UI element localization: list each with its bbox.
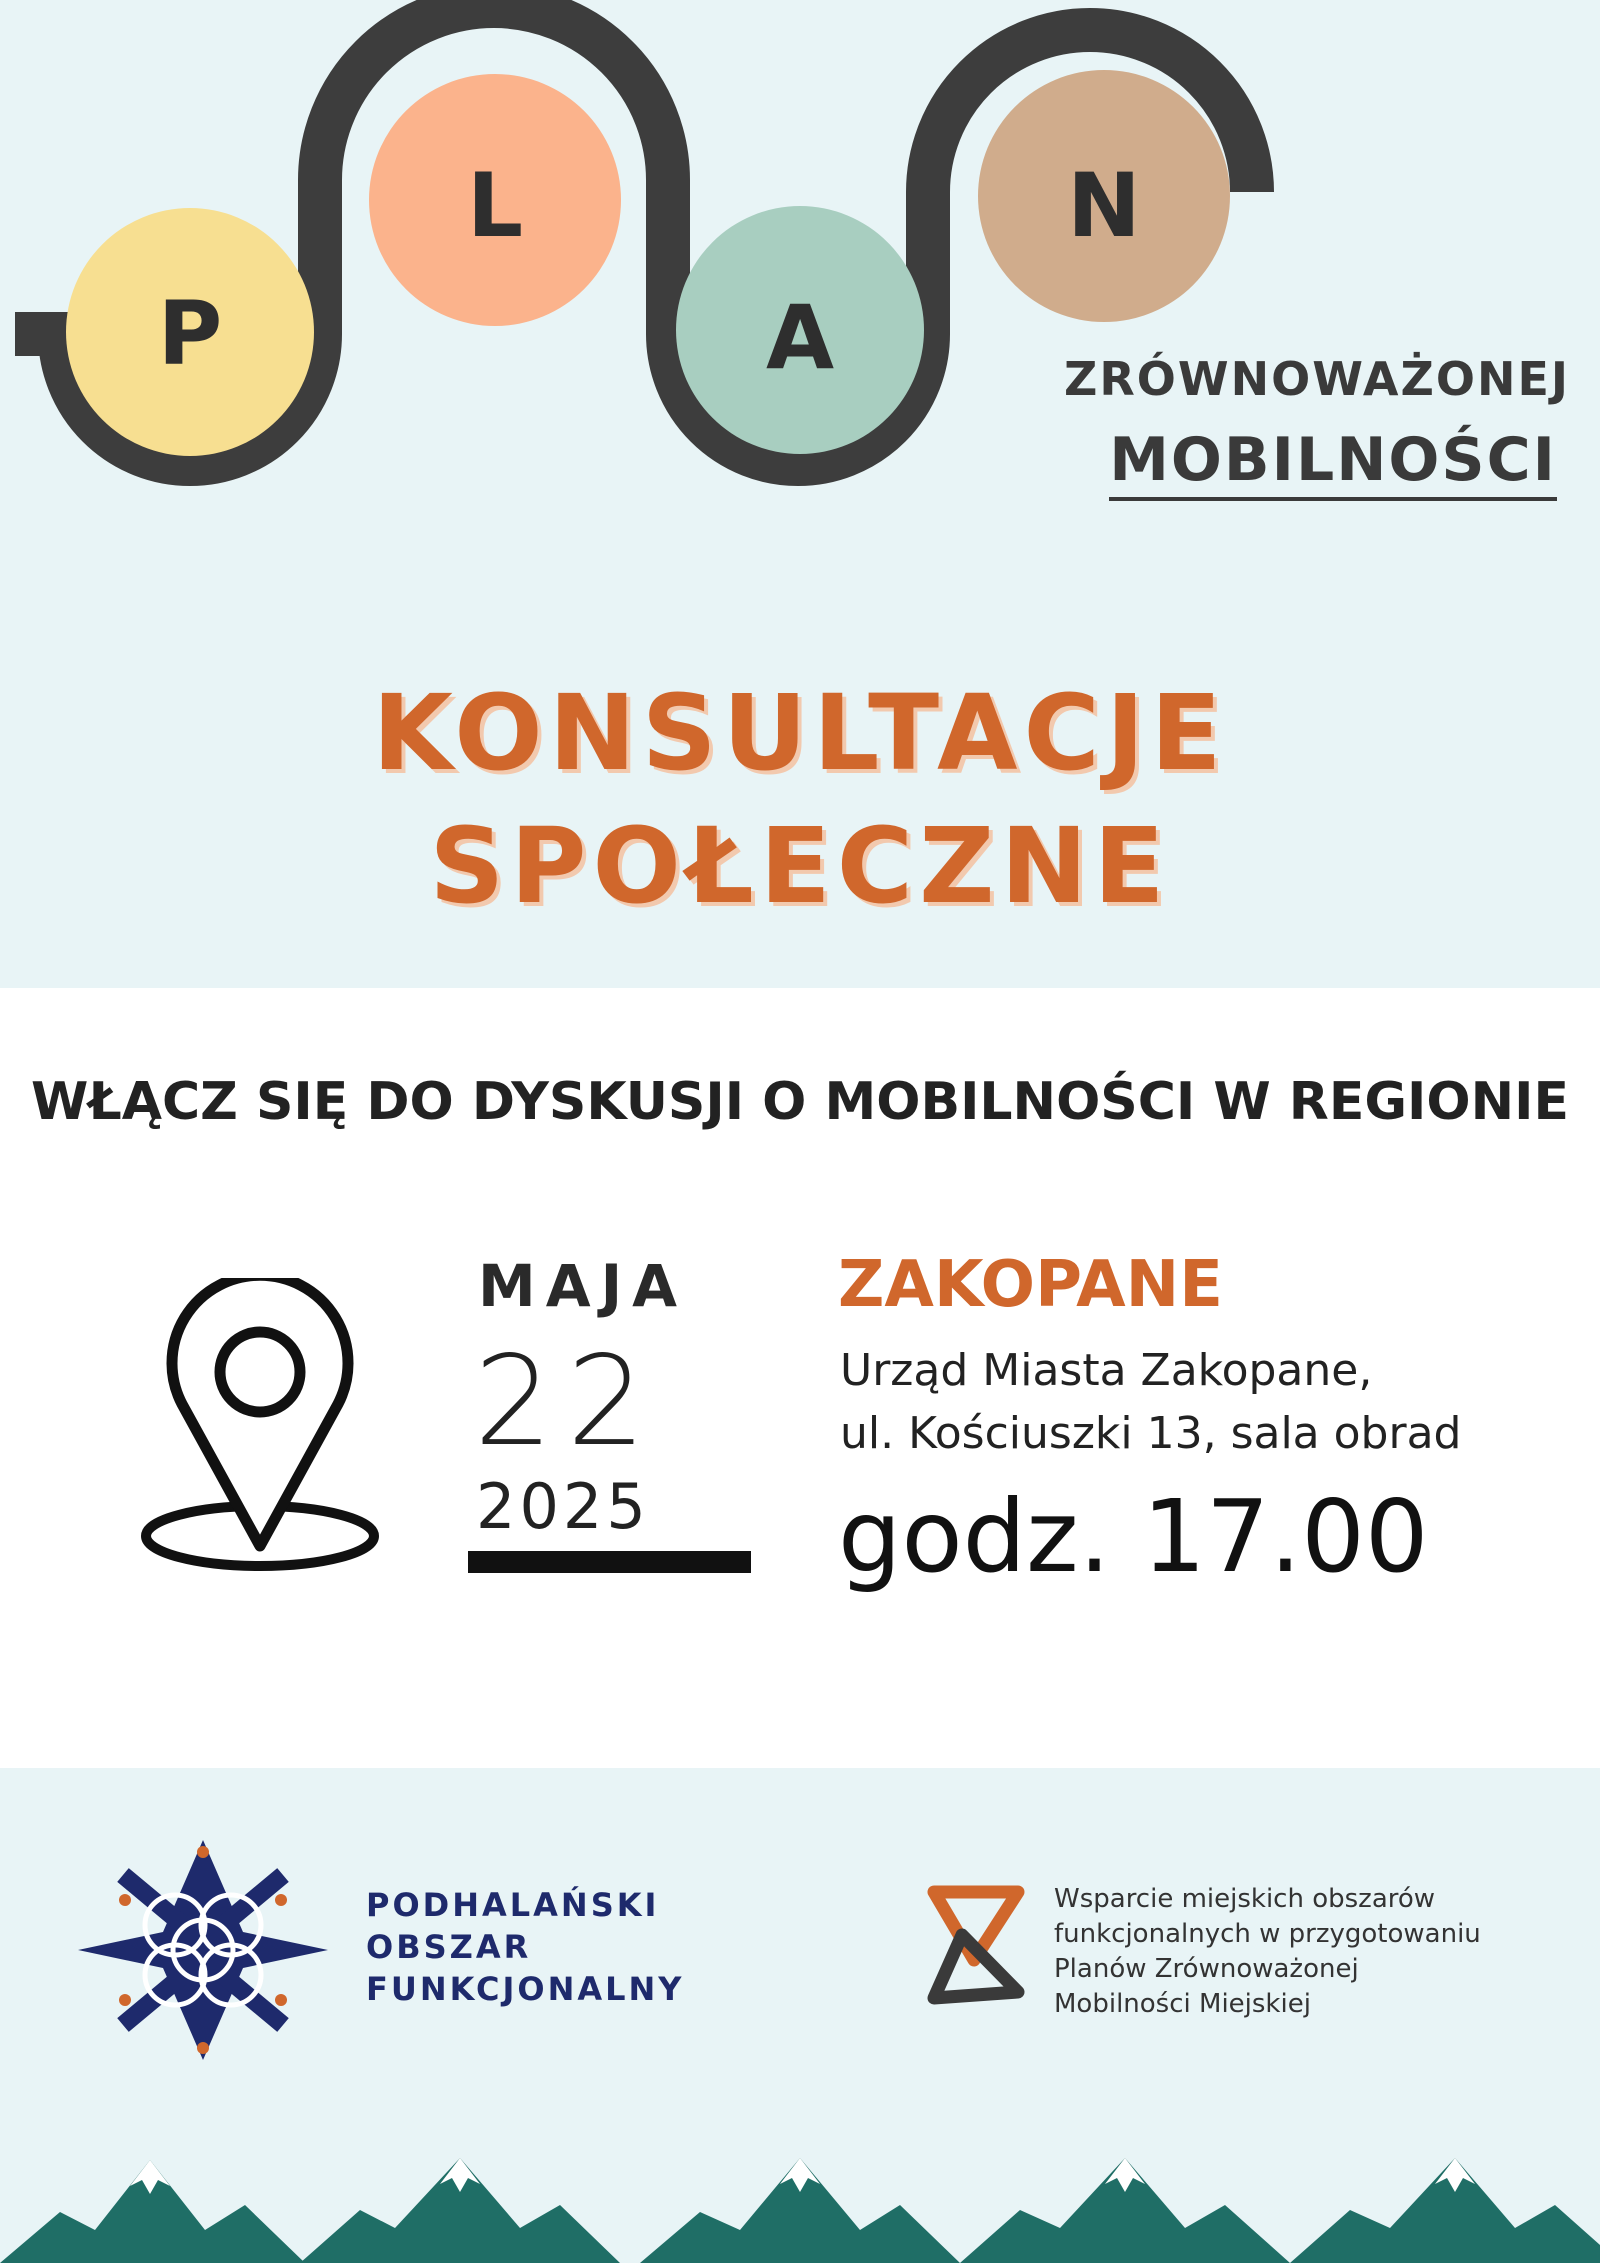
plan-letter-a: A bbox=[765, 286, 835, 389]
event-city: ZAKOPANE bbox=[838, 1248, 1223, 1322]
support-line2: funkcjonalnych w przygotowaniu bbox=[1054, 1919, 1481, 1949]
pof-name-line2: OBSZAR bbox=[366, 1928, 532, 1966]
event-year: 2025 bbox=[476, 1470, 650, 1543]
event-address-line1: Urząd Miasta Zakopane, bbox=[840, 1345, 1373, 1396]
headline-line1: KONSULTACJE bbox=[372, 672, 1228, 794]
pof-name bbox=[366, 1884, 684, 2010]
plan-letter-p: P bbox=[157, 282, 223, 385]
plan-subtitle-line2-text: MOBILNOŚCI bbox=[1109, 425, 1557, 501]
date-underline-bar bbox=[468, 1551, 751, 1573]
headline-line2: SPOŁECZNE bbox=[429, 805, 1171, 927]
event-day: 22 bbox=[474, 1330, 660, 1474]
event-time: godz. 17.00 bbox=[838, 1478, 1429, 1595]
event-address-line2: ul. Kościuszki 13, sala obrad bbox=[840, 1408, 1462, 1459]
support-program-logo-icon bbox=[922, 1880, 1032, 2020]
tagline: WŁĄCZ SIĘ DO DYSKUSJI O MOBILNOŚCI W REGIONIE bbox=[30, 1072, 1569, 1132]
plan-subtitle-line2 bbox=[1000, 425, 1557, 495]
pof-name-line3: FUNKCJONALNY bbox=[366, 1970, 685, 2008]
event-month: MAJA bbox=[478, 1252, 688, 1320]
plan-subtitle-line1: ZRÓWNOWAŻONEJ bbox=[1064, 352, 1570, 406]
plan-letter-n: N bbox=[1067, 154, 1141, 257]
location-pin-icon bbox=[140, 1278, 380, 1578]
pof-name-line1: PODHALAŃSKI bbox=[366, 1886, 660, 1924]
support-line3: Planów Zrównoważonej bbox=[1054, 1954, 1359, 1984]
support-line4: Mobilności Miejskiej bbox=[1054, 1989, 1311, 2019]
support-line1: Wsparcie miejskich obszarów bbox=[1054, 1884, 1436, 1914]
pof-logo-icon bbox=[78, 1840, 328, 2060]
plan-letter-l: L bbox=[466, 154, 524, 257]
mountains-decoration bbox=[0, 2150, 1600, 2263]
support-program-text bbox=[1054, 1882, 1481, 2022]
